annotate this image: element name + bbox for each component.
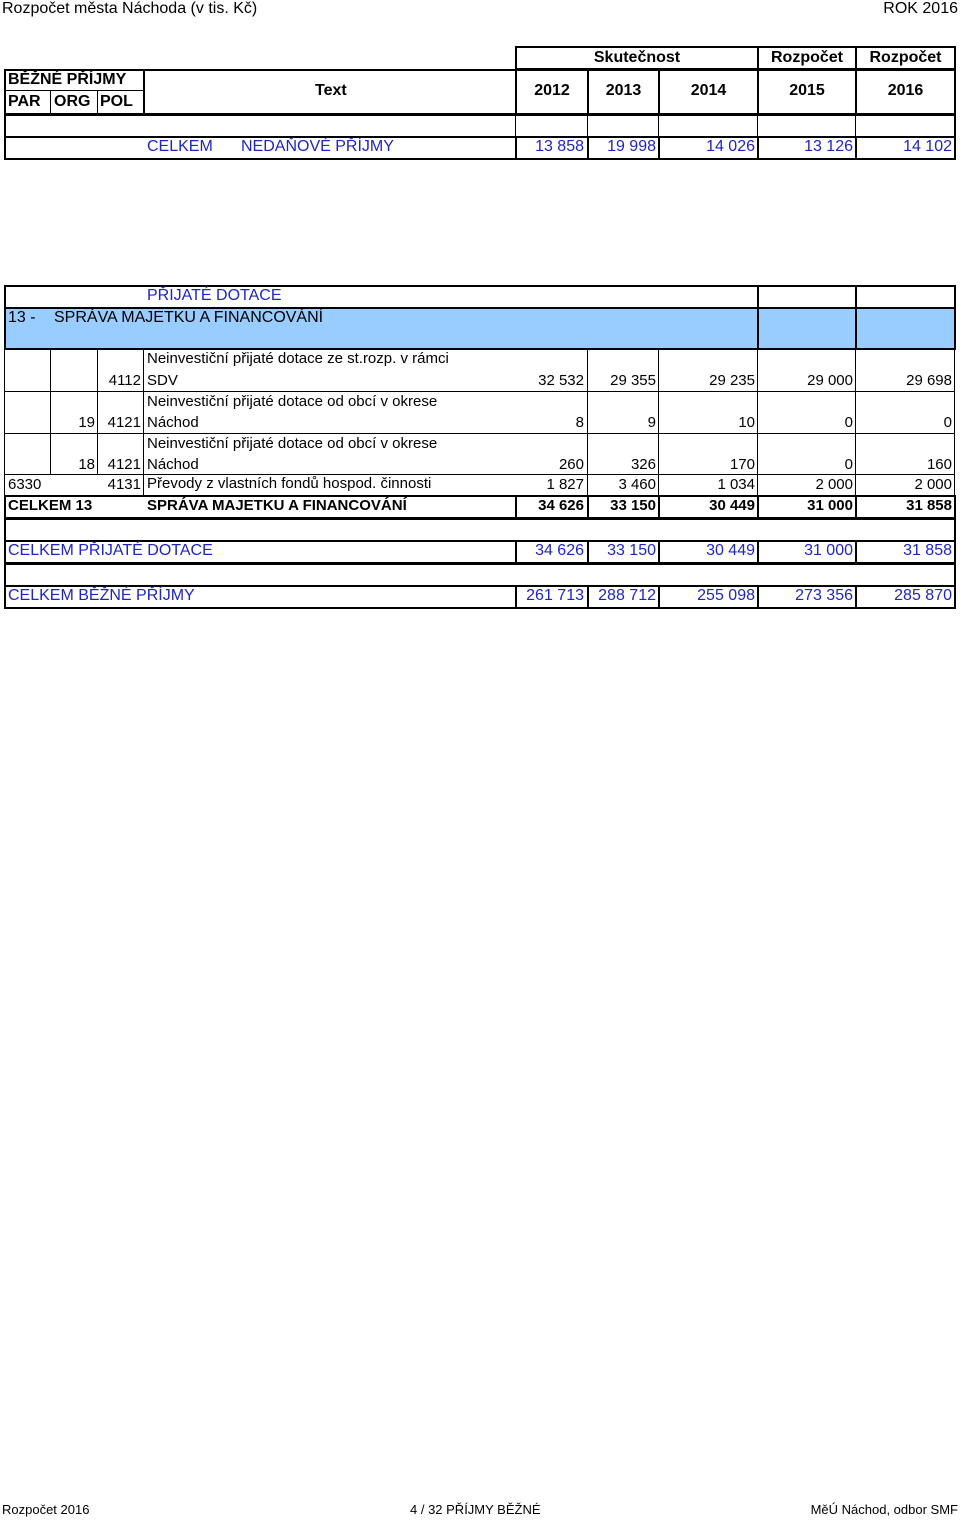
footer-right: MěÚ Náchod, odbor SMF xyxy=(810,1502,958,1517)
header-year-2016: 2016 xyxy=(887,82,924,99)
document-title: Rozpočet města Náchoda (v tis. Kč) xyxy=(2,0,258,17)
nedanove-label: NEDAŇOVÉ PŘÍJMY xyxy=(241,138,394,155)
row3-2015: 0 xyxy=(844,456,853,473)
row4-pol: 4131 xyxy=(107,476,141,493)
row2-2014: 10 xyxy=(738,414,755,431)
celkem13-2013: 33 150 xyxy=(610,497,656,514)
row1-pol: 4112 xyxy=(108,372,141,389)
row2-2012: 8 xyxy=(575,414,584,431)
celkem-dotace-2015: 31 000 xyxy=(804,542,853,559)
row3-pol: 4121 xyxy=(107,456,141,473)
footer-center: 4 / 32 PŘÍJMY BĚŽNÉ xyxy=(410,1502,541,1517)
row2-text-line1: Neinvestiční přijaté dotace od obcí v okrese xyxy=(147,393,438,410)
row2-2015: 0 xyxy=(844,414,853,431)
row4-text: Převody z vlastních fondů hospod. činnosti xyxy=(147,475,432,492)
section-title: BĚŽNÉ PŘÍJMY xyxy=(8,71,127,88)
nedanove-label-celkem: CELKEM xyxy=(147,138,213,155)
row3-2013: 326 xyxy=(630,456,656,473)
header-org: ORG xyxy=(54,93,91,110)
dept-number: 13 - xyxy=(8,309,36,326)
celkem-bezne-label: CELKEM BĚŽNÉ PŘÍJMY xyxy=(8,587,195,604)
celkem-dotace-2012: 34 626 xyxy=(535,542,584,559)
header-year-2013: 2013 xyxy=(605,82,642,99)
celkem13-2012: 34 626 xyxy=(538,497,584,514)
row3-2016: 160 xyxy=(926,456,952,473)
celkem-bezne-2015: 273 356 xyxy=(795,587,853,604)
row2-2016: 0 xyxy=(943,414,952,431)
document-year: ROK 2016 xyxy=(883,0,958,17)
header-year-2015: 2015 xyxy=(789,82,825,99)
dept-name: SPRÁVA MAJETKU A FINANCOVÁNÍ xyxy=(54,309,324,326)
header-pol: POL xyxy=(100,93,133,110)
header-year-2014: 2014 xyxy=(690,82,727,99)
footer-left: Rozpočet 2016 xyxy=(2,1502,90,1517)
celkem-dotace-label: CELKEM PŘIJATÉ DOTACE xyxy=(8,542,213,559)
header-text: Text xyxy=(315,82,347,99)
row4-2015: 2 000 xyxy=(815,476,853,493)
nedanove-2012: 13 858 xyxy=(535,138,584,155)
celkem13-2015: 31 000 xyxy=(807,497,853,514)
row3-text-line1: Neinvestiční přijaté dotace od obcí v okrese xyxy=(147,435,438,452)
header-par: PAR xyxy=(8,93,41,110)
nedanove-2015: 13 126 xyxy=(804,138,853,155)
row2-2013: 9 xyxy=(647,414,656,431)
row1-text-line1: Neinvestiční přijaté dotace ze st.rozp. v rámci xyxy=(147,350,449,367)
header-rozpocet-2016: Rozpočet xyxy=(869,49,942,66)
row1-2013: 29 355 xyxy=(610,372,656,389)
celkem13-2016: 31 858 xyxy=(906,497,952,514)
celkem13-name: SPRÁVA MAJETKU A FINANCOVÁNÍ xyxy=(147,497,407,514)
row4-2016: 2 000 xyxy=(914,476,952,493)
row1-text-line2: SDV xyxy=(147,372,178,389)
nedanove-2013: 19 998 xyxy=(607,138,656,155)
row4-2014: 1 034 xyxy=(717,476,755,493)
row3-text-line2: Náchod xyxy=(147,456,199,473)
celkem-bezne-2012: 261 713 xyxy=(526,587,584,604)
celkem-dotace-2014: 30 449 xyxy=(706,542,755,559)
celkem13-2014: 30 449 xyxy=(709,497,755,514)
celkem-bezne-2013: 288 712 xyxy=(598,587,656,604)
row1-2012: 32 532 xyxy=(538,372,584,389)
row4-2013: 3 460 xyxy=(618,476,656,493)
celkem-dotace-2016: 31 858 xyxy=(903,542,952,559)
header-skutecnost: Skutečnost xyxy=(593,49,681,66)
row1-2016: 29 698 xyxy=(906,372,952,389)
row2-pol: 4121 xyxy=(107,414,141,431)
celkem-dotace-2013: 33 150 xyxy=(607,542,656,559)
row2-org: 19 xyxy=(78,414,95,431)
celkem-bezne-2014: 255 098 xyxy=(697,587,755,604)
celkem13-label: CELKEM 13 xyxy=(8,497,93,514)
celkem-bezne-2016: 285 870 xyxy=(894,587,952,604)
row3-2014: 170 xyxy=(729,456,755,473)
row3-2012: 260 xyxy=(558,456,584,473)
row4-par: 6330 xyxy=(8,476,42,493)
row2-text-line2: Náchod xyxy=(147,414,199,431)
row3-org: 18 xyxy=(78,456,95,473)
nedanove-2016: 14 102 xyxy=(903,138,952,155)
nedanove-2014: 14 026 xyxy=(706,138,755,155)
prijate-dotace-title: PŘIJATÉ DOTACE xyxy=(147,287,282,304)
header-rozpocet-2015: Rozpočet xyxy=(771,49,843,66)
row4-2012: 1 827 xyxy=(546,476,584,493)
row1-2015: 29 000 xyxy=(807,372,853,389)
row1-2014: 29 235 xyxy=(709,372,755,389)
header-year-2012: 2012 xyxy=(534,82,570,99)
